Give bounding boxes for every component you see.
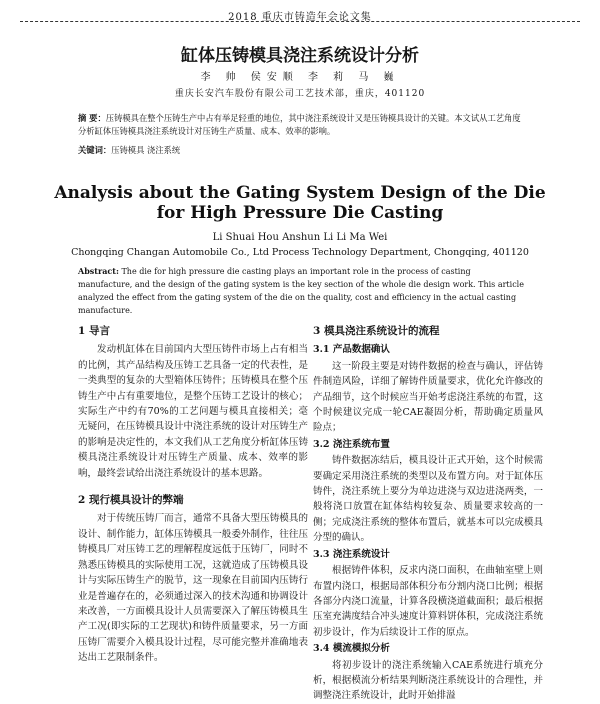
section-3-2-heading: 3.2 浇注系统布置: [313, 438, 390, 450]
section-1-heading: 1 导言: [78, 325, 110, 337]
column-right: [313, 322, 543, 704]
title-en: Analysis about the Gating System Design of the Die for High Pressure Die Casting: [54, 183, 546, 223]
column-left: [78, 322, 308, 666]
keywords-cn: [78, 144, 524, 157]
keywords-cn-label: 关键词：: [78, 145, 112, 155]
section-1-paragraph: 发动机缸体在目前国内大型压铸件市场上占有相当的比例，其产品结构及压铸工艺具备一定的代表性，是一类典型的复杂的大型箱体压铸件；压铸模具在整个压铸生产中占有重要地位，是整个压铸工艺设计的核心；实际生产中约有70%的工艺问题与模具直接相关；毫无疑问，在压铸模具设计中浇注系统的设计对压铸生产的影响是决定性的，本文我们从工艺角度分析缸体压铸模具浇注系统设计对压铸生产质量、成本、效率的影响，最终尝试给出浇注系统设计的基本思路。: [78, 344, 308, 479]
affiliation-en: Chongqing Changan Automobile Co., Ltd Process Technology Department, Chongqing, 401120: [71, 247, 529, 258]
abstract-cn-label: 摘 要：: [78, 113, 106, 123]
section-3-4-heading: 3.4 模流模拟分析: [313, 643, 390, 655]
abstract-en-label: Abstract:: [78, 266, 119, 276]
abstract-cn: [78, 112, 524, 138]
section-3-1-heading: 3.1 产品数据确认: [313, 344, 390, 356]
section-3-heading: 3 模具浇注系统设计的流程: [313, 325, 440, 337]
authors-en: Li Shuai Hou Anshun Li Li Ma Wei: [212, 232, 388, 243]
keywords-cn-text: 压铸模具 浇注系统: [111, 145, 181, 155]
affiliation-cn: 重庆长安汽车股份有限公司工艺技术部，重庆，401120: [174, 89, 426, 99]
section-3-1-paragraph: 这一阶段主要是对铸件数据的检查与确认，评估铸件制造风险，详细了解铸件质量要求，优化允许修改的产品细节，这个时候应当开始考虑浇注系统的布置，这个时候建议完成一轮CAE凝固分析，帮助确定质量风险点；: [313, 360, 543, 434]
section-3-4-paragraph: 将初步设计的浇注系统输入CAE系统进行填充分析，根据模流分析结果判断浇注系统设计的合理性，并调整浇注系统设计，此时开始排溢: [313, 659, 543, 702]
running-header: 2018 重庆市铸造年会论文集: [228, 12, 372, 23]
authors-cn: 李 帅 侯安顺 李 莉 马 巍: [200, 72, 400, 83]
abstract-cn-text: 压铸模具在整个压铸生产中占有举足轻重的地位，其中浇注系统设计又是压铸模具设计的关键。本文试从工艺角度分析缸体压铸模具浇注系统设计对压铸生产质量、成本、效率的影响。: [78, 113, 521, 136]
section-3-3-heading: 3.3 浇注系统设计: [313, 548, 390, 560]
abstract-en: [78, 265, 524, 317]
section-2-heading: 2 现行模具设计的弊端: [78, 494, 184, 507]
title-cn: 缸体压铸模具浇注系统设计分析: [181, 46, 419, 66]
section-3-3-paragraph: 根据铸件体积，反求内浇口面积，在曲轴室壁上则布置内浇口，根据局部体积分布分割内浇口比例；根据各部分内浇口流量，计算各段横浇道截面积；最后根据压室充满度结合冲头速度计算料饼体积，完成浇注系统初步设计，作为后续设计工作的原点。: [313, 565, 543, 638]
section-2-paragraph: 对于传统压铸厂而言，通常不具备大型压铸模具的设计、制作能力，缸体压铸模具一般委外制作，往往压铸模具厂对压铸工艺的理解程度远低于压铸厂，同时不熟悉压铸模具的实际使用工况，这就造成了压铸模具设计与实际压铸生产的脱节，这一现象在目前国内压铸行业是普遍存在的，必须通过深入的技术沟通和协调设计来改善，一方面模具设计人员需要深入了解压铸模具生产工况(即实际的工艺现状)和铸件质量要求，另一方面压铸厂需要介入模具设计过程，尽可能完整并准确地表达出工艺限制条件。: [78, 513, 308, 664]
section-3-2-paragraph: 铸件数据冻结后，模具设计正式开始，这个时候需要确定采用浇注系统的类型以及布置方向。对于缸体压铸件，浇注系统上要分为单边进浇与双边进浇两类，一般将浇口放置在缸体结构较复杂、质量要求较高的一侧；完成浇注系统的整体布置后，就基本可以完成模具分型的确认。: [313, 455, 543, 544]
header-rule: [20, 21, 580, 22]
abstract-en-text: The die for high pressure die casting plays an important role in the process of casting manufacture, and the design of the gating system is the key section of the whole die design work. This article analyzed the effect from the gating system of the die on the quality, cost and efficiency in the actual casting manufacture.: [78, 267, 524, 315]
